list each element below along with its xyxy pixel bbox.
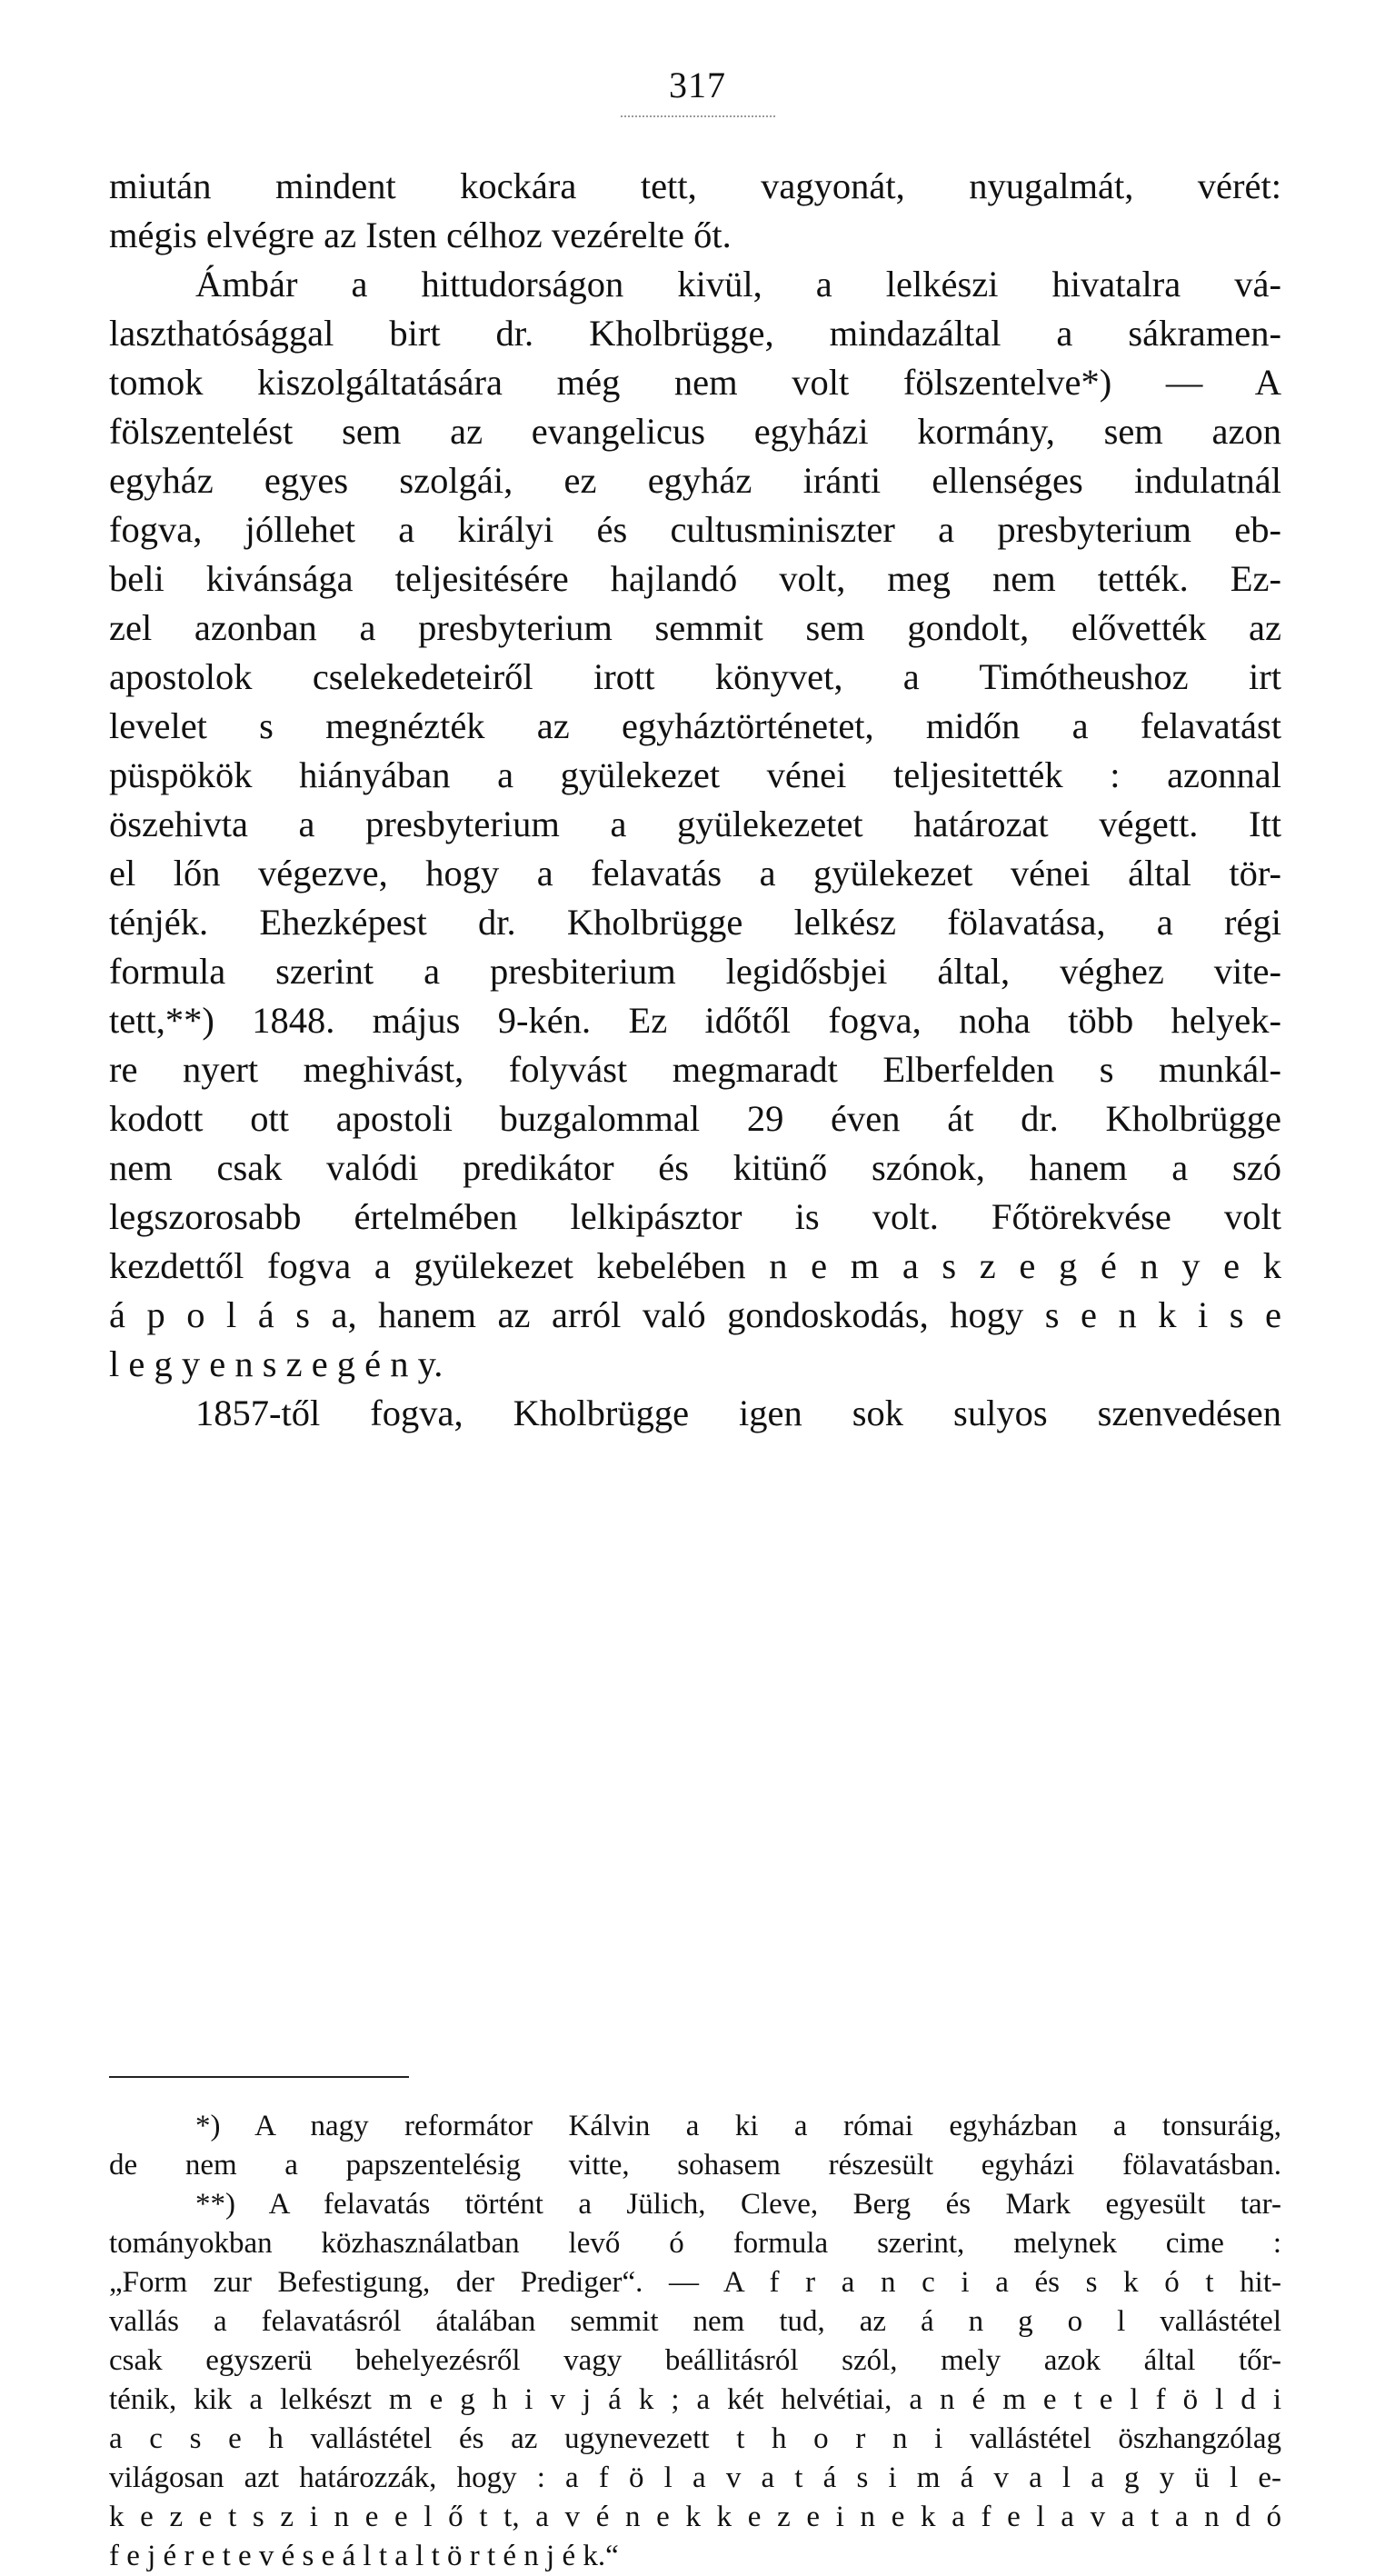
footnotes <box>109 2107 1281 2576</box>
text-line: nem csak valódi predikátor és kitünő szónok, hanem a szó <box>109 1147 1281 1188</box>
text-line: fogva, jóllehet a királyi és cultusminiszter a presbyterium eb- <box>109 509 1281 550</box>
text-line: ténjék. Ehezképest dr. Kholbrügge lelkész fölavatása, a régi <box>109 902 1281 943</box>
text-line: 1857-től fogva, Kholbrügge igen sok sulyos szenvedésen <box>195 1393 1281 1433</box>
footnote-line: *) A nagy reformátor Kálvin a ki a római egyházban a tonsuráig, <box>195 2110 1281 2142</box>
footnote-divider <box>109 2076 409 2078</box>
text-line: apostolok cselekedeteiről irott könyvet, a Timótheushoz irt <box>109 656 1281 697</box>
footnote-line: vallás a felavatásról átalában semmit nem tud, az á n g o l vallástétel <box>109 2305 1281 2338</box>
footnote-line: „Form zur Befestigung, der Prediger“. — A f r a n c i a és s k ó t hit- <box>109 2266 1281 2299</box>
text-line: tomok kiszolgáltatására még nem volt fölszentelve*) — A <box>109 362 1281 403</box>
text-line: laszthatósággal birt dr. Kholbrügge, mindazáltal a sákramen- <box>109 313 1281 354</box>
text-line: formula szerint a presbiterium legidősbjei által, véghez vite- <box>109 951 1281 992</box>
footnote-line: csak egyszerü behelyezésről vagy beállitásról szól, mely azok által tőr- <box>109 2344 1281 2377</box>
footnote-line: világosan azt határozzák, hogy : a f ö l a v a t á s i m á v a l a g y ü l e- <box>109 2461 1281 2494</box>
text-line: zel azonban a presbyterium semmit sem gondolt, elővették az <box>109 607 1281 648</box>
text-line: püspökök hiányában a gyülekezet vénei teljesitették : azonnal <box>109 754 1281 795</box>
text-line: Ámbár a hittudorságon kivül, a lelkészi hivatalra vá- <box>195 264 1281 305</box>
footnote-line: k e z e t s z i n e e l ő t t, a v é n e k k e z e i n e k a f e l a v a t a n d ó <box>109 2501 1281 2533</box>
footnote-line: f e j é r e t e v é s e á l t a l t ö r t é n j é k.“ <box>109 2540 619 2572</box>
text-line: á p o l á s a, hanem az arról való gondoskodás, hogy s e n k i s e <box>109 1294 1281 1335</box>
text-line: legszorosabb értelmében lelkipásztor is volt. Főtörekvése volt <box>109 1196 1281 1237</box>
text-line: egyház egyes szolgái, ez egyház iránti ellenséges indulatnál <box>109 460 1281 501</box>
text-line: l e g y e n s z e g é n y. <box>109 1343 443 1384</box>
text-line: re nyert meghivást, folyvást megmaradt Elberfelden s munkál- <box>109 1049 1281 1090</box>
text-line: miután mindent kockára tett, vagyonát, nyugalmát, vérét: <box>109 165 1281 206</box>
main-text <box>109 162 1281 1438</box>
footnote-line: tományokban közhasználatban levő ó formula szerint, melynek cime : <box>109 2227 1281 2260</box>
text-line: kezdettől fogva a gyülekezet kebelében n e m a s z e g é n y e k <box>109 1245 1281 1286</box>
text-line: kodott ott apostoli buzgalommal 29 éven át dr. Kholbrügge <box>109 1098 1281 1139</box>
footnote-line: de nem a papszentelésig vitte, sohasem részesült egyházi fölavatásban. <box>109 2149 1281 2182</box>
footnote-line: a c s e h vallástétel és az ugynevezett t h o r n i vallástétel öszhangzólag <box>109 2422 1281 2455</box>
footnote-line: **) A felavatás történt a Jülich, Cleve, Berg és Mark egyesült tar- <box>195 2188 1281 2221</box>
page-number: 317 <box>0 64 1395 117</box>
text-line: öszehivta a presbyterium a gyülekezetet határozat végett. Itt <box>109 804 1281 844</box>
text-line: levelet s megnézték az egyháztörténetet, midőn a felavatást <box>109 705 1281 746</box>
text-line: beli kivánsága teljesitésére hajlandó volt, meg nem tették. Ez- <box>109 558 1281 599</box>
text-line: tett,**) 1848. május 9-kén. Ez időtől fogva, noha több helyek- <box>109 1000 1281 1041</box>
text-line: fölszentelést sem az evangelicus egyházi kormány, sem azon <box>109 411 1281 452</box>
text-line: mégis elvégre az Isten célhoz vezérelte őt. <box>109 215 732 255</box>
text-line: el lőn végezve, hogy a felavatás a gyülekezet vénei által tör- <box>109 853 1281 894</box>
footnote-line: ténik, kik a lelkészt m e g h i v j á k ; a két helvétiai, a n é m e t e l f ö l d i <box>109 2383 1281 2416</box>
